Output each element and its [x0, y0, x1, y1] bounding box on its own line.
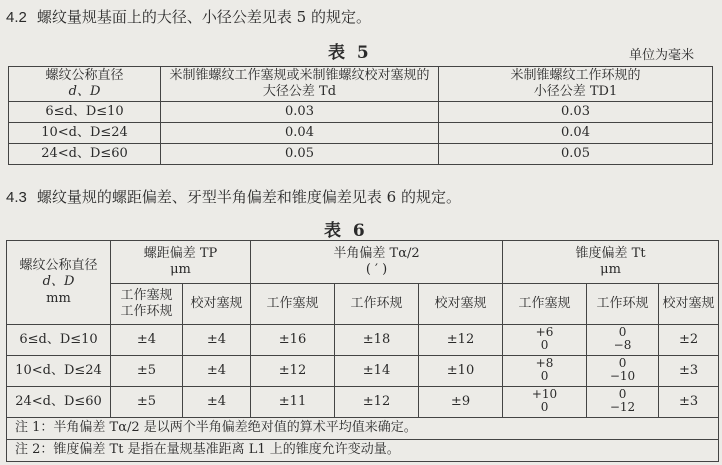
cell-pitch-work: ±5 — [111, 356, 183, 387]
table-6 — [6, 240, 719, 462]
note-2: 注 2：锥度偏差 Tt 是指在量规基准距离 L1 上的锥度允许变动量。 — [7, 440, 719, 462]
table-header-row — [9, 67, 713, 102]
cell-major: 0.04 — [161, 123, 439, 144]
section-number: 4.2 — [6, 9, 27, 26]
table-6-caption: 表 6 — [324, 221, 368, 241]
cell-taper-ring: 0 −12 — [587, 387, 659, 418]
table-subheader-row — [7, 284, 719, 325]
subheader-check-plug: 校对塞规 — [183, 284, 251, 325]
cell-half-ring: ±12 — [335, 387, 419, 418]
header-nominal-diameter: 螺纹公称直径 d、D — [9, 67, 161, 102]
subheader-work-plug: 工作塞规 — [251, 284, 335, 325]
subheader-work-ring: 工作环规 — [587, 284, 659, 325]
header-nominal-diameter: 螺纹公称直径 d、D mm — [7, 241, 111, 325]
table-note-row — [7, 418, 719, 440]
cell-size: 10<d、D≤24 — [9, 123, 161, 144]
section-text: 螺纹量规的螺距偏差、牙型半角偏差和锥度偏差见表 6 的规定。 — [36, 188, 461, 206]
cell-half-check: ±12 — [419, 325, 503, 356]
cell-minor: 0.05 — [439, 144, 713, 165]
subheader-work-plug: 工作塞规 — [503, 284, 587, 325]
section-4-2 — [6, 6, 371, 27]
table-5-caption: 表 5 — [328, 43, 372, 63]
cell-taper-check: ±2 — [659, 325, 719, 356]
table-row — [7, 356, 719, 387]
cell-pitch-check: ±4 — [183, 325, 251, 356]
table-row — [7, 325, 719, 356]
table-note-row — [7, 440, 719, 462]
cell-taper-ring: 0 −8 — [587, 325, 659, 356]
cell-taper-ring: 0 −10 — [587, 356, 659, 387]
cell-pitch-check: ±4 — [183, 387, 251, 418]
cell-major: 0.03 — [161, 102, 439, 123]
cell-size: 6≤d、D≤10 — [9, 102, 161, 123]
cell-pitch-work: ±5 — [111, 387, 183, 418]
header-minor-tolerance: 米制锥螺纹工作环规的 小径公差 TD1 — [439, 67, 713, 102]
table-5 — [8, 66, 713, 165]
cell-minor: 0.03 — [439, 102, 713, 123]
cell-taper-plug: +10 0 — [503, 387, 587, 418]
header-taper-deviation: 锥度偏差 Tt μm — [503, 241, 719, 284]
cell-half-plug: ±12 — [251, 356, 335, 387]
subheader-check-plug: 校对塞规 — [659, 284, 719, 325]
cell-size: 24<d、D≤60 — [7, 387, 111, 418]
cell-half-plug: ±11 — [251, 387, 335, 418]
cell-taper-check: ±3 — [659, 387, 719, 418]
table-row — [9, 144, 713, 165]
table-row — [9, 123, 713, 144]
header-major-tolerance: 米制锥螺纹工作塞规或米制锥螺纹校对塞规的 大径公差 Td — [161, 67, 439, 102]
table-row — [9, 102, 713, 123]
cell-minor: 0.04 — [439, 123, 713, 144]
subheader-work-ring: 工作环规 — [335, 284, 419, 325]
cell-size: 24<d、D≤60 — [9, 144, 161, 165]
cell-size: 6≤d、D≤10 — [7, 325, 111, 356]
cell-pitch-work: ±4 — [111, 325, 183, 356]
header-half-angle-deviation: 半角偏差 Tα/2 ( ′ ) — [251, 241, 503, 284]
section-text: 螺纹量规基面上的大径、小径公差见表 5 的规定。 — [36, 8, 371, 26]
section-4-3 — [6, 186, 461, 207]
unit-label: 单位为毫米 — [628, 48, 694, 63]
cell-taper-check: ±3 — [659, 356, 719, 387]
cell-half-ring: ±18 — [335, 325, 419, 356]
header-pitch-deviation: 螺距偏差 TP μm — [111, 241, 251, 284]
cell-half-ring: ±14 — [335, 356, 419, 387]
cell-pitch-check: ±4 — [183, 356, 251, 387]
cell-major: 0.05 — [161, 144, 439, 165]
cell-half-plug: ±16 — [251, 325, 335, 356]
table-row — [7, 387, 719, 418]
cell-taper-plug: +6 0 — [503, 325, 587, 356]
table-header-row — [7, 241, 719, 284]
cell-half-check: ±9 — [419, 387, 503, 418]
cell-half-check: ±10 — [419, 356, 503, 387]
cell-size: 10<d、D≤24 — [7, 356, 111, 387]
subheader-work-gauges: 工作塞规 工作环规 — [111, 284, 183, 325]
subheader-check-plug: 校对塞规 — [419, 284, 503, 325]
section-number: 4.3 — [6, 189, 27, 206]
note-1: 注 1：半角偏差 Tα/2 是以两个半角偏差绝对值的算术平均值来确定。 — [7, 418, 719, 440]
cell-taper-plug: +8 0 — [503, 356, 587, 387]
